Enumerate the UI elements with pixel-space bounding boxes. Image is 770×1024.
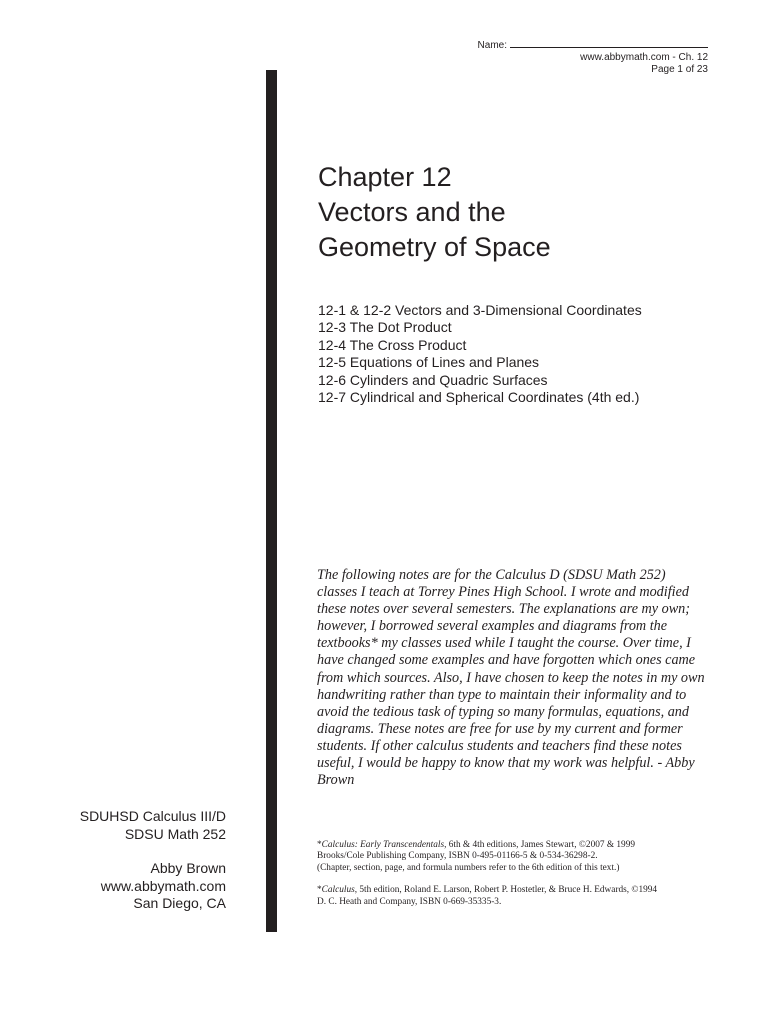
chapter-title-line-3: Geometry of Space [318, 232, 551, 262]
course-name: SDUHSD Calculus III/D [79, 808, 226, 824]
section-item: 12-6 Cylinders and Quadric Surfaces [318, 371, 548, 388]
chapter-title [318, 160, 551, 265]
author-website: www.abbymath.com [100, 877, 226, 894]
book-title: Calculus: Early Transcendentals [321, 840, 445, 850]
course-number: SDSU Math 252 [124, 825, 226, 842]
name-field-row [478, 38, 708, 52]
section-list [318, 302, 642, 406]
references [317, 840, 707, 919]
vertical-divider-bar [266, 70, 277, 932]
intro-paragraph: The following notes are for the Calculus D (SDSU Math 252) classes I teach at Torrey Pines High School. I wrote and modified these notes over several semesters. The explanations are my own; however, I borrowed several examples and diagrams from the textbooks* my classes used while I taught the course. Over time, I have changed some examples and have forgotten which ones came from which sources. Also, I have chosen to keep the notes in my own handwriting rather than type to maintain their informality and to avoid the tedious task of typing so many formulas, equations, and diagrams. These notes are free for use by my current and former students. If other calculus students and teachers find these notes useful, I would be happy to know that my work was helpful. - Abby Brown [317, 567, 705, 789]
section-item: 12-3 The Dot Product [318, 319, 452, 336]
reference-item: *Calculus: Early Transcendentals, 6th & 4th editions, James Stewart, ©2007 & 1999 Brooks/Cole Publishing Company, ISBN 0-495-01166-5 & 0-534-36298-2. (Chapter, section, page, and formula numbers refer to the 6th edition of this text.) [317, 840, 635, 873]
chapter-title-line-2: Vectors and the [318, 197, 506, 227]
name-label: Name: [477, 40, 507, 51]
section-item: 12-7 Cylindrical and Spherical Coordinates (4th ed.) [318, 389, 640, 406]
name-blank-line [510, 38, 708, 48]
section-item: 12-5 Equations of Lines and Planes [318, 354, 540, 371]
book-title: Calculus [321, 885, 355, 896]
section-item: 12-1 & 12-2 Vectors and 3-Dimensional Coordinates [318, 302, 642, 318]
author-location: San Diego, CA [133, 895, 226, 911]
reference-item: *Calculus, 5th edition, Roland E. Larson, Robert P. Hostetler, & Bruce H. Edwards, ©1994 D. C. Heath and Company, ISBN 0-669-35335-3. [317, 885, 658, 907]
page-header [478, 38, 708, 76]
page-number: Page 1 of 23 [651, 64, 708, 75]
site-chapter-line: www.abbymath.com - Ch. 12 [580, 52, 708, 63]
section-item: 12-4 The Cross Product [318, 336, 467, 353]
author-info [80, 808, 226, 913]
author-name: Abby Brown [150, 860, 226, 876]
chapter-title-line-1: Chapter 12 [318, 162, 452, 192]
